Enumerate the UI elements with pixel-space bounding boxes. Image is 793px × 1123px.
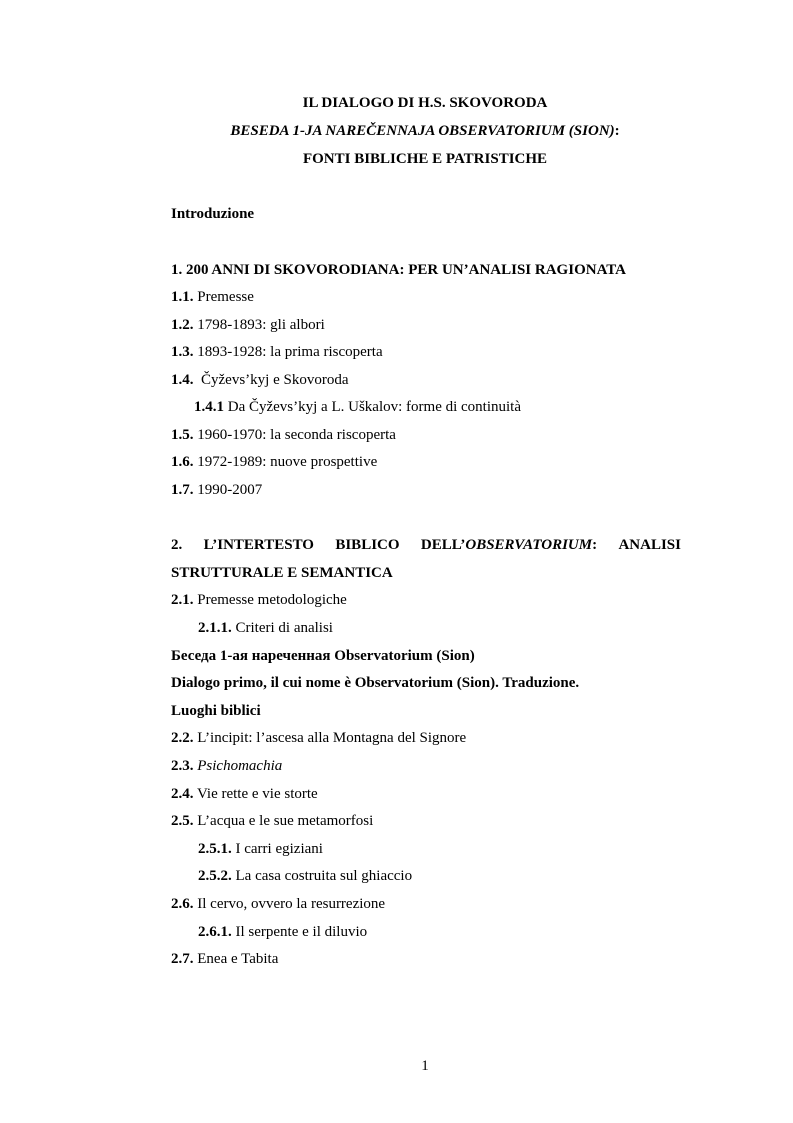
toc-item-text: Il serpente e il diluvio	[231, 924, 368, 940]
heading-word	[421, 537, 597, 554]
toc-item-number: 2.6.1.	[198, 924, 232, 940]
toc-chapter-2-heading-line-2: STRUTTURALE E SEMANTICA	[171, 565, 393, 581]
heading-word: BIBLICO	[335, 537, 400, 553]
toc-item-text: 1798-1893: gli albori	[193, 317, 325, 333]
heading-colon: :	[592, 537, 598, 553]
toc-item-text: 1960-1970: la seconda riscoperta	[193, 427, 396, 443]
toc-item-2-3	[171, 758, 282, 775]
toc-item-number: 2.3.	[171, 758, 194, 774]
toc-item-2-1	[171, 592, 347, 609]
toc-item-text: Il cervo, ovvero la resurrezione	[193, 896, 386, 912]
toc-biblical-places: Luoghi biblici	[171, 703, 261, 719]
heading-word: 2.	[171, 537, 183, 553]
toc-item-text: L’acqua e le sue metamorfosi	[193, 813, 374, 829]
title-colon: :	[614, 123, 620, 139]
toc-item-number: 1.1.	[171, 289, 194, 305]
toc-item-text: Da Čyževs’kyj a L. Uškalov: forme di continuità	[224, 399, 522, 415]
toc-item-number: 2.7.	[171, 951, 194, 967]
toc-item-text: 1893-1928: la prima riscoperta	[193, 344, 383, 360]
toc-item-text: La casa costruita sul ghiaccio	[231, 868, 413, 884]
document-title-line-3: FONTI BIBLICHE E PATRISTICHE	[302, 151, 548, 167]
toc-translation-title: Dialogo primo, il cui nome è Observatorium (Sion). Traduzione.	[171, 675, 580, 691]
toc-item-2-7	[171, 951, 278, 968]
toc-item-number: 2.1.	[171, 592, 194, 608]
document-title-line-1: IL DIALOGO DI H.S. SKOVORODA	[302, 95, 548, 111]
toc-chapter-1-heading: 1. 200 ANNI DI SKOVORODIANA: PER UN’ANALISI RAGIONATA	[171, 262, 627, 278]
toc-item-1-4-1	[194, 399, 521, 416]
toc-item-text: 1990-2007	[193, 482, 263, 498]
toc-item-text: Čyževs’kyj e Skovoroda	[193, 372, 349, 388]
toc-item-text: Vie rette e vie storte	[193, 786, 318, 802]
toc-chapter-2-heading	[171, 537, 681, 554]
toc-item-1-3	[171, 344, 383, 361]
toc-item-number: 1.2.	[171, 317, 194, 333]
toc-item-1-7	[171, 482, 262, 499]
toc-item-number: 2.5.	[171, 813, 194, 829]
toc-item-2-5	[171, 813, 373, 830]
toc-item-text: Premesse	[193, 289, 254, 305]
toc-item-text: L’incipit: l’ascesa alla Montagna del Signore	[193, 730, 467, 746]
toc-item-text: I carri egiziani	[231, 841, 323, 857]
toc-item-1-1	[171, 289, 254, 306]
toc-item-1-2	[171, 317, 325, 334]
document-title-line-2	[0, 123, 793, 140]
toc-item-2-5-1	[198, 841, 323, 858]
toc-item-number: 2.6.	[171, 896, 194, 912]
heading-word: L’INTERTESTO	[203, 537, 314, 553]
toc-item-number: 1.7.	[171, 482, 194, 498]
toc-item-2-6-1	[198, 924, 367, 941]
heading-word-italic: OBSERVATORIUM	[465, 537, 593, 553]
toc-item-number: 1.5.	[171, 427, 194, 443]
toc-item-2-1-1	[198, 620, 333, 637]
title-italic-part: BESEDA 1-JA NAREČENNAJA OBSERVATORIUM (SION)	[230, 123, 615, 139]
toc-item-number: 2.5.1.	[198, 841, 232, 857]
toc-item-1-6	[171, 454, 377, 471]
toc-item-number: 2.2.	[171, 730, 194, 746]
toc-item-1-5	[171, 427, 396, 444]
toc-item-2-5-2	[198, 868, 412, 885]
toc-item-text: Enea e Tabita	[193, 951, 279, 967]
toc-item-number: 1.4.	[171, 372, 194, 388]
toc-item-2-2	[171, 730, 466, 747]
page-number: 1	[421, 1058, 429, 1074]
heading-word-part: DELL’	[420, 537, 466, 553]
toc-item-number: 2.1.1.	[198, 620, 232, 636]
toc-russian-title: Беседа 1-ая нареченная Observatorium (Sion)	[171, 648, 475, 664]
toc-item-text: Premesse metodologiche	[193, 592, 347, 608]
toc-item-number: 2.5.2.	[198, 868, 232, 884]
toc-item-text: Psichomachia	[193, 758, 283, 774]
toc-item-number: 2.4.	[171, 786, 194, 802]
toc-item-number: 1.6.	[171, 454, 194, 470]
toc-item-2-4	[171, 786, 318, 803]
toc-item-number: 1.3.	[171, 344, 194, 360]
toc-item-1-4	[171, 372, 348, 389]
toc-introduction: Introduzione	[171, 206, 255, 222]
toc-item-text: 1972-1989: nuove prospettive	[193, 454, 378, 470]
toc-item-2-6	[171, 896, 385, 913]
heading-word: ANALISI	[618, 537, 681, 553]
toc-item-text: Criteri di analisi	[231, 620, 333, 636]
toc-item-number: 1.4.1	[194, 399, 224, 415]
